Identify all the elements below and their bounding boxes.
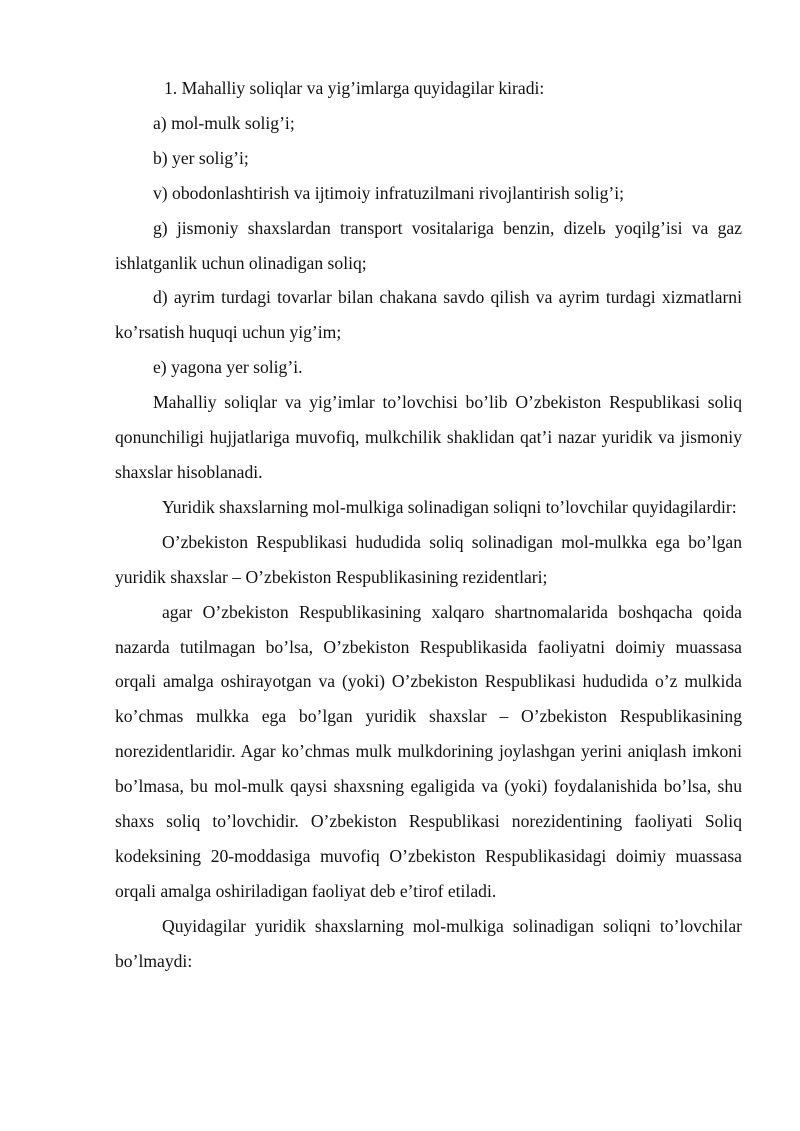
section-heading: 1. Mahalliy soliqlar va yig’imlarga quyidagilar kiradi: bbox=[164, 78, 545, 98]
body-paragraph: agar O’zbekiston Respublikasining xalqaro shartnomalarida boshqacha qoida nazarda tutilmagan bo’lsa, O’zbekiston Respublikasida faoliyatni doimiy muassasa orqali amalga oshirayotgan va (yoki) O’zbekiston Respublikasi hududida o’z mulkida ko’chmas mulkka ega bo’lgan yuridik shaxslar – O’zbekiston Respublikasining norezidentlaridir. Agar ko’chmas mulk mulkdorining joylashgan yerini aniqlash imkoni bo’lmasa, bu mol-mulk qaysi shaxsning egaligida va (yoki) foydalanishida bo’lsa, shu shaxs soliq to’lovchidir. O’zbekiston Respublikasi norezidentining faoliyati Soliq kodeksining 20-moddasiga muvofiq O’zbekiston Respublikasidagi doimiy muassasa orqali amalga oshiriladigan faoliyat deb e’tirof etiladi. bbox=[115, 601, 742, 901]
body-paragraph: Quyidagilar yuridik shaxslarning mol-mulkiga solinadigan soliqni to’lovchilar bo’lmaydi: bbox=[115, 915, 742, 971]
list-item: b) yer solig’i; bbox=[153, 147, 249, 168]
body-paragraph: O’zbekiston Respublikasi hududida soliq solinadigan mol-mulkka ega bo’lgan yuridik shaxslar – O’zbekiston Respublikasining rezidentlari; bbox=[115, 531, 742, 587]
list-item: g) jismoniy shaxslardan transport vositalariga benzin, dizelь yoqilg’isi va gaz ishlatganlik uchun olinadigan soliq; bbox=[115, 217, 742, 273]
list-item: v) obodonlashtirish va ijtimoiy infratuzilmani rivojlantirish solig’i; bbox=[153, 182, 625, 203]
body-paragraph: Yuridik shaxslarning mol-mulkiga solinadigan soliqni to’lovchilar quyidagilardir: bbox=[162, 496, 737, 517]
list-item: e) yagona yer solig’i. bbox=[153, 357, 303, 378]
list-item: a) mol-mulk solig’i; bbox=[153, 112, 295, 133]
document-page bbox=[115, 71, 742, 979]
list-item: d) ayrim turdagi tovarlar bilan chakana savdo qilish va ayrim turdagi xizmatlarni ko’rsatish huquqi uchun yig’im; bbox=[115, 287, 742, 343]
body-paragraph: Mahalliy soliqlar va yig’imlar to’lovchisi bo’lib O’zbekiston Respublikasi soliq qonunchiligi hujjatlariga muvofiq, mulkchilik shaklidan qat’i nazar yuridik va jismoniy shaxslar hisoblanadi. bbox=[115, 392, 742, 482]
